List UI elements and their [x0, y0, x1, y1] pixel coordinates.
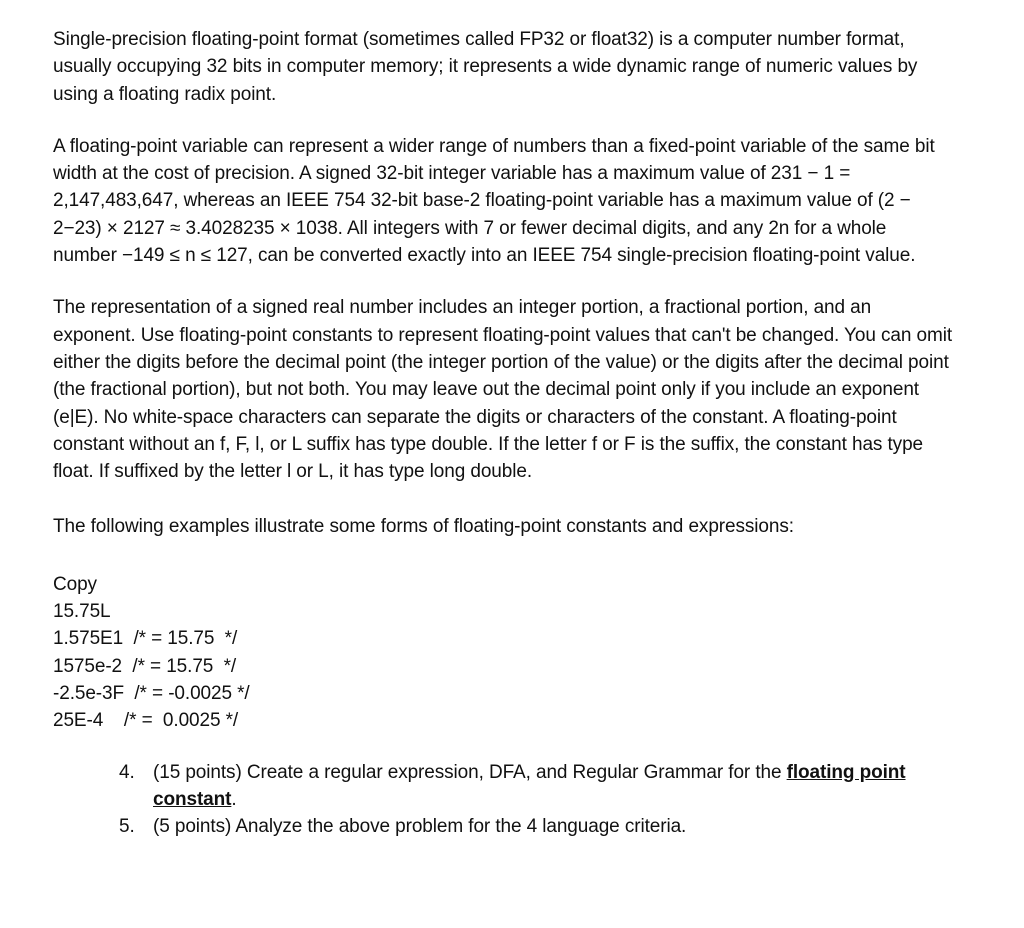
representation-paragraph: The representation of a signed real number includes an integer portion, a fractional portion, and an exponent. Use floating-point constants to represent floating-point values that can't be changed. You can omit either the digits before the decimal point (the integer portion of the value) or the digits after the decimal point (the fractional portion), but not both. You may leave out the decimal point only if you include an exponent (e|E). No white-space characters can separate the digits or characters of the constant. A floating-point constant without an f, F, l, or L suffix has type double. If the letter f or F is the suffix, the constant has type float. If suffixed by the letter l or L, it has type long double. — [53, 297, 952, 483]
question-text-start: (15 points) Create a regular expression, DFA, and Regular Grammar for the — [153, 761, 787, 783]
code-line: 1575e-2 /* = 15.75 */ — [53, 655, 237, 677]
document-page — [53, 26, 953, 840]
code-line: -2.5e-3F /* = -0.0025 */ — [53, 682, 250, 704]
question-number: 5. — [119, 816, 135, 838]
question-item — [53, 759, 953, 814]
code-example-block — [53, 571, 953, 735]
question-number: 4. — [119, 761, 135, 783]
code-line: 15.75L — [53, 601, 111, 623]
question-list — [53, 759, 953, 841]
question-text — [153, 759, 923, 814]
question-text-end: . — [231, 788, 237, 810]
examples-intro-paragraph: The following examples illustrate some forms of floating-point constants and expressions: — [53, 516, 794, 538]
floating-point-constant-emphasis: floating point constant — [153, 761, 906, 810]
range-paragraph: A floating-point variable can represent a wider range of numbers than a fixed-point variable of the same bit width at the cost of precision. A signed 32-bit integer variable has a maximum value of 231 − 1 = 2,147,483,647, whereas an IEEE 754 32-bit base-2 floating-point variable has a maximum value of (2 − 2−23) × 2127 ≈ 3.4028235 × 1038. All integers with 7 or fewer decimal digits, and any 2n for a whole number −149 ≤ n ≤ 127, can be converted exactly into an IEEE 754 single-precision floating-point value. — [53, 135, 935, 267]
question-text: (5 points) Analyze the above problem for the 4 language criteria. — [153, 816, 687, 838]
code-line: 1.575E1 /* = 15.75 */ — [53, 628, 238, 650]
code-line: 25E-4 /* = 0.0025 */ — [53, 710, 239, 732]
question-item — [53, 813, 953, 840]
intro-paragraph: Single-precision floating-point format (sometimes called FP32 or float32) is a computer number format, usually occupying 32 bits in computer memory; it represents a wide dynamic range of numeric values by using a floating radix point. — [53, 29, 918, 105]
copy-label: Copy — [53, 573, 97, 595]
